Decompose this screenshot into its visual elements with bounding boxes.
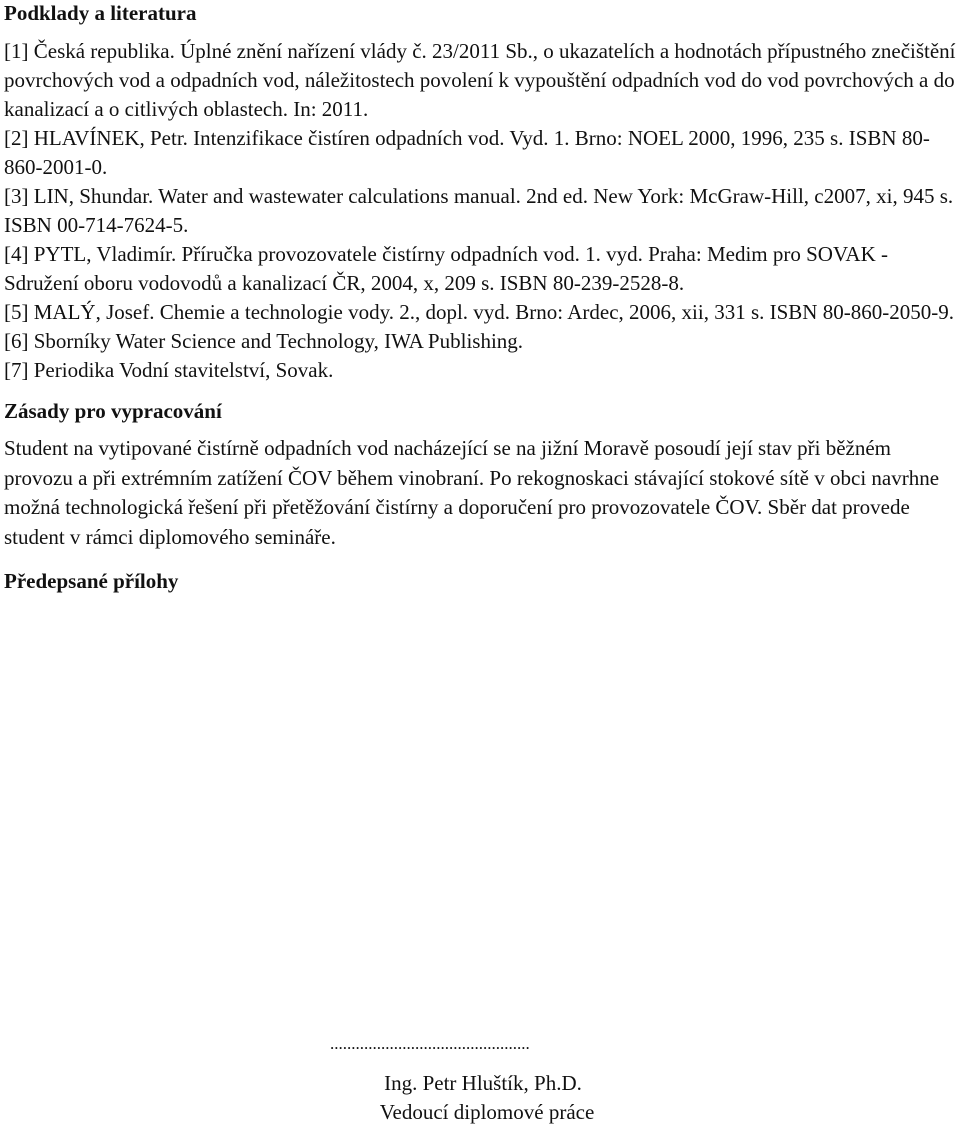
reference-item: [7] Periodika Vodní stavitelství, Sovak. bbox=[4, 358, 334, 382]
reference-list bbox=[4, 37, 956, 385]
signature-line: ............................................... bbox=[330, 1034, 530, 1053]
principles-heading: Zásady pro vypracování bbox=[4, 399, 222, 423]
reference-item: [2] HLAVÍNEK, Petr. Intenzifikace čistíren odpadních vod. Vyd. 1. Brno: NOEL 2000, 1996, 235 s. ISBN 80-860-2001-0. bbox=[4, 126, 930, 179]
reference-item: [6] Sborníky Water Science and Technology, IWA Publishing. bbox=[4, 329, 524, 353]
reference-item: [3] LIN, Shundar. Water and wastewater calculations manual. 2nd ed. New York: McGraw-Hill, c2007, xi, 945 s. ISBN 00-714-7624-5. bbox=[4, 184, 954, 237]
principles-paragraph: Student na vytipované čistírně odpadních vod nacházející se na jižní Moravě posoudí její stav při běžném provozu a při extrémním zatížení ČOV během vinobraní. Po rekognoskaci stávající stokové sítě v obci navrhne možná technologická řešení při přetěžování čistírny a doporučení pro provozovatele ČOV. Sběr dat provede student v rámci diplomového semináře. bbox=[4, 436, 940, 549]
document-page bbox=[4, 0, 956, 594]
reference-item: [4] PYTL, Vladimír. Příručka provozovatele čistírny odpadních vod. 1. vyd. Praha: Medim pro SOVAK - Sdružení oboru vodovodů a kanalizací ČR, 2004, x, 209 s. ISBN 80-239-2528-8. bbox=[4, 242, 888, 295]
supervisor-name: Ing. Petr Hluštík, Ph.D. bbox=[384, 1071, 582, 1095]
reference-item: [5] MALÝ, Josef. Chemie a technologie vody. 2., dopl. vyd. Brno: Ardec, 2006, xii, 331 s. ISBN 80-860-2050-9. bbox=[4, 300, 954, 324]
attachments-heading: Předepsané přílohy bbox=[4, 569, 179, 593]
reference-item: [1] Česká republika. Úplné znění nařízení vlády č. 23/2011 Sb., o ukazatelích a hodnotách přípustného znečištění povrchových vod a odpadních vod, náležitostech povolení k vypouštění odpadních vod do vod povrchových a do kanalizací a o citlivých oblastech. In: 2011. bbox=[4, 39, 956, 121]
literature-heading: Podklady a literatura bbox=[4, 1, 197, 25]
supervisor-role: Vedoucí diplomové práce bbox=[379, 1100, 595, 1124]
